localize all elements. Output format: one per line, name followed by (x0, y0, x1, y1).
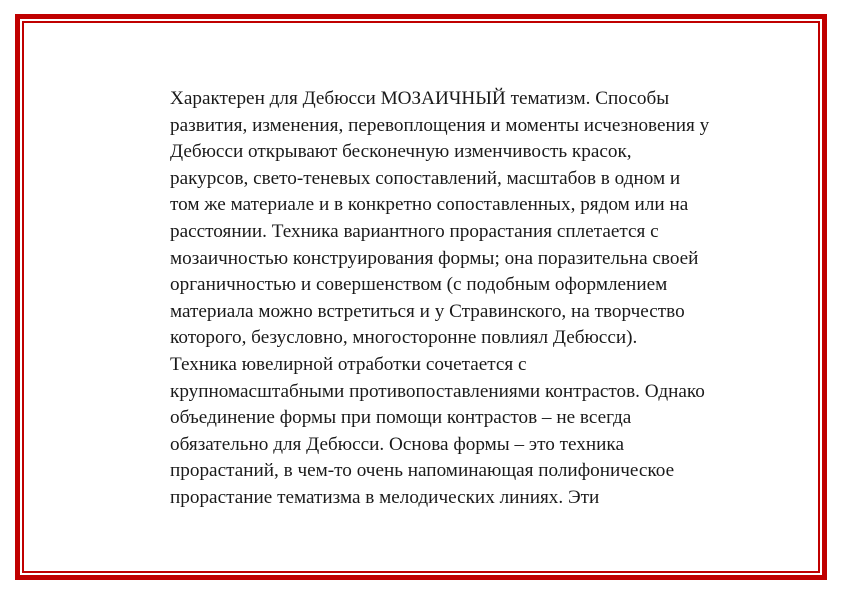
text-line: прорастание тематизма в мелодических линиях. Эти (170, 486, 600, 508)
text-line: которого, безусловно, многосторонне повлиял Дебюсси). (170, 327, 638, 349)
text-line: Техника ювелирной отработки сочетается с (170, 353, 527, 375)
text-line: Дебюсси открывают бесконечную изменчивость красок, (170, 141, 632, 163)
text-line: ракурсов, свето-теневых сопоставлений, масштабов в одном и (170, 167, 681, 189)
body-text (170, 86, 790, 512)
text-line: материала можно встретиться и у Стравинского, на творчество (170, 300, 685, 322)
text-line: развития, изменения, перевоплощения и моменты исчезновения у (170, 114, 710, 136)
text-line: крупномасштабными противопоставлениями контрастов. Однако (170, 380, 705, 402)
text-line: мозаичностью конструирования формы; она поразительна своей (170, 247, 699, 269)
text-line: органичностью и совершенством (с подобным оформлением (170, 274, 668, 296)
text-line: прорастаний, в чем-то очень напоминающая полифоническое (170, 460, 675, 482)
text-line: расстоянии. Техника вариантного прорастания сплетается с (170, 220, 659, 242)
text-line: Характерен для Дебюсси МОЗАИЧНЫЙ тематизм. Способы (170, 88, 670, 109)
text-line: объединение формы при помощи контрастов – не всегда (170, 407, 632, 429)
text-line: том же материале и в конкретно сопоставленных, рядом или на (170, 194, 689, 216)
text-line: обязательно для Дебюсси. Основа формы – это техника (170, 433, 624, 455)
